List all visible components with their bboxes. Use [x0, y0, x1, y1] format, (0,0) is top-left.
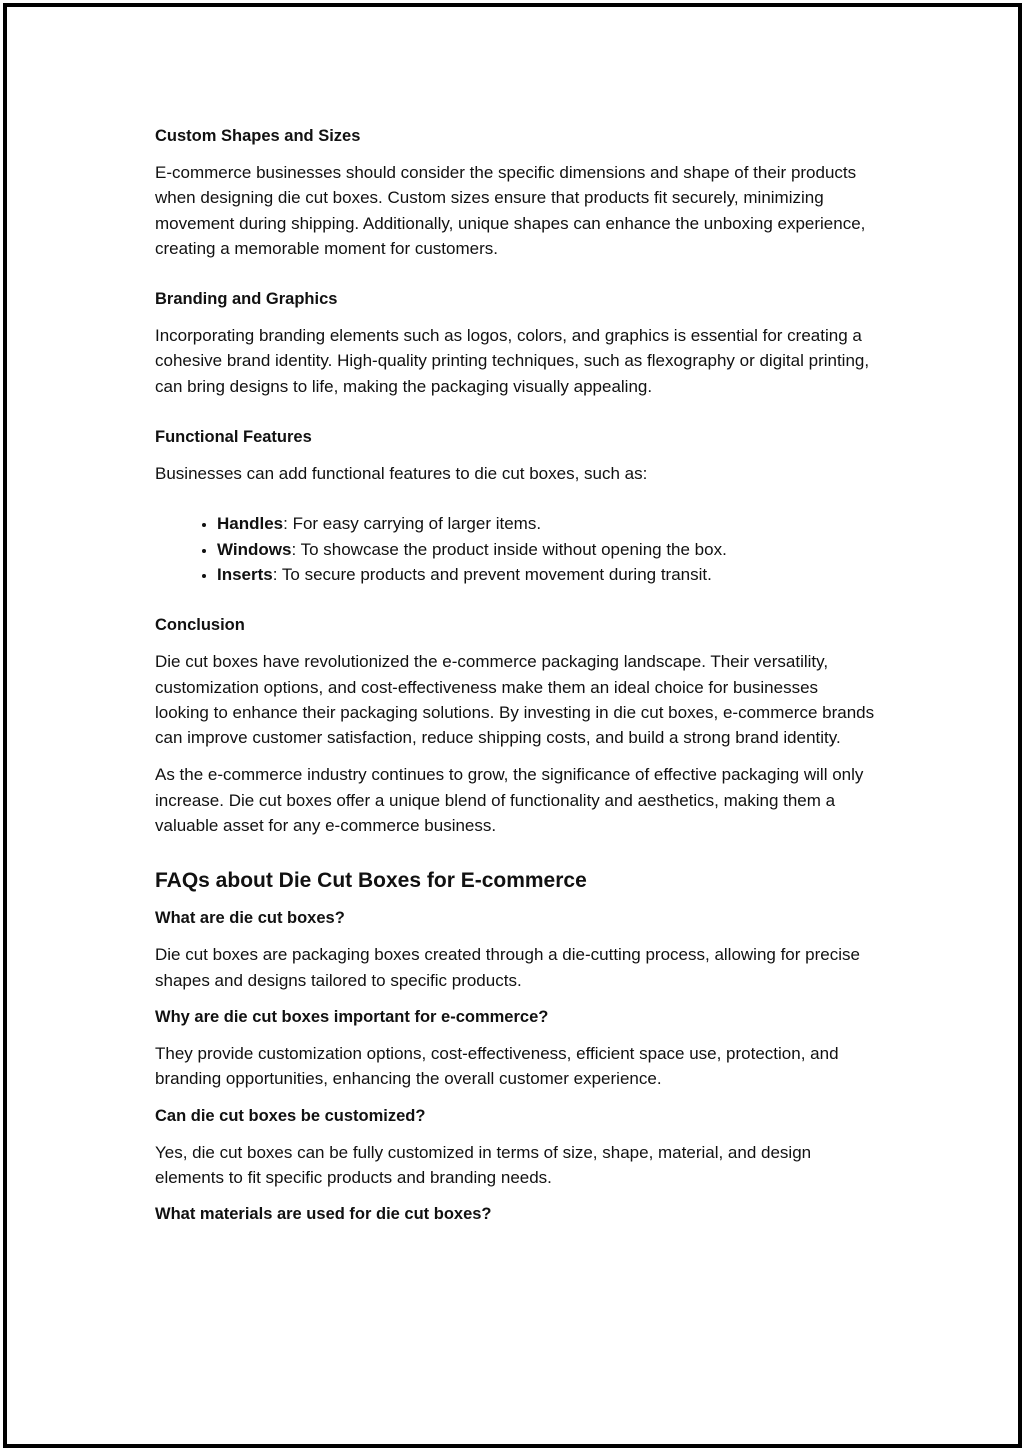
- list-item-term: Inserts: [217, 564, 273, 584]
- list-item: [217, 562, 875, 587]
- conclusion-paragraph-2: As the e-commerce industry continues to grow, the significance of effective packaging will only increase. Die cut boxes offer a unique blend of functionality and aesthetics, making them a valuable asset for any e-commerce business.: [155, 765, 864, 836]
- faq-question: What are die cut boxes?: [155, 909, 345, 928]
- section-heading-custom-shapes: Custom Shapes and Sizes: [155, 127, 361, 145]
- list-item-desc: : For easy carrying of larger items.: [283, 514, 542, 534]
- faq-question: What materials are used for die cut boxes?: [155, 1205, 492, 1224]
- list-item: [217, 537, 875, 562]
- faq-question: Why are die cut boxes important for e-commerce?: [155, 1007, 549, 1026]
- section-intro-functional: Businesses can add functional features to die cut boxes, such as:: [155, 464, 648, 484]
- faq-title: FAQs about Die Cut Boxes for E-commerce: [155, 869, 587, 893]
- list-item-term: Windows: [217, 539, 292, 559]
- list-item: [217, 511, 875, 536]
- section-heading-branding: Branding and Graphics: [155, 290, 338, 309]
- faq-question: Can die cut boxes be customized?: [155, 1106, 426, 1125]
- section-heading-conclusion: Conclusion: [155, 616, 245, 635]
- list-item-desc: : To secure products and prevent movement during transit.: [272, 564, 712, 584]
- section-body-custom-shapes: E-commerce businesses should consider the specific dimensions and shape of their products when designing die cut boxes. Custom sizes ensure that products fit securely, minimizing movement during shipping. Additionally, unique shapes can enhance the unboxing experience, creating a memorable moment for customers.: [155, 163, 866, 258]
- conclusion-paragraph-1: Die cut boxes have revolutionized the e-commerce packaging landscape. Their versatility, customization options, and cost-effectiveness make them an ideal choice for businesses looking to enhance their packaging solutions. By investing in die cut boxes, e-commerce brands can improve customer satisfaction, reduce shipping costs, and build a strong brand identity.: [155, 652, 875, 748]
- faq-answer: Yes, die cut boxes can be fully customized in terms of size, shape, material, and design elements to fit specific products and branding needs.: [155, 1142, 812, 1187]
- list-item-term: Handles: [217, 514, 284, 534]
- faq-answer: They provide customization options, cost-effectiveness, efficient space use, protection, and branding opportunities, enhancing the overall customer experience.: [155, 1043, 839, 1089]
- document-body: [155, 124, 875, 1238]
- section-heading-functional: Functional Features: [155, 428, 312, 447]
- section-body-branding: Incorporating branding elements such as logos, colors, and graphics is essential for creating a cohesive brand identity. High-quality printing techniques, such as flexography or digital printing, can bring designs to life, making the packaging visually appealing.: [155, 326, 870, 396]
- faq-answer: Die cut boxes are packaging boxes created through a die-cutting process, allowing for precise shapes and designs tailored to specific products.: [155, 945, 860, 990]
- feature-list: [155, 511, 875, 587]
- list-item-desc: : To showcase the product inside without opening the box.: [291, 539, 727, 559]
